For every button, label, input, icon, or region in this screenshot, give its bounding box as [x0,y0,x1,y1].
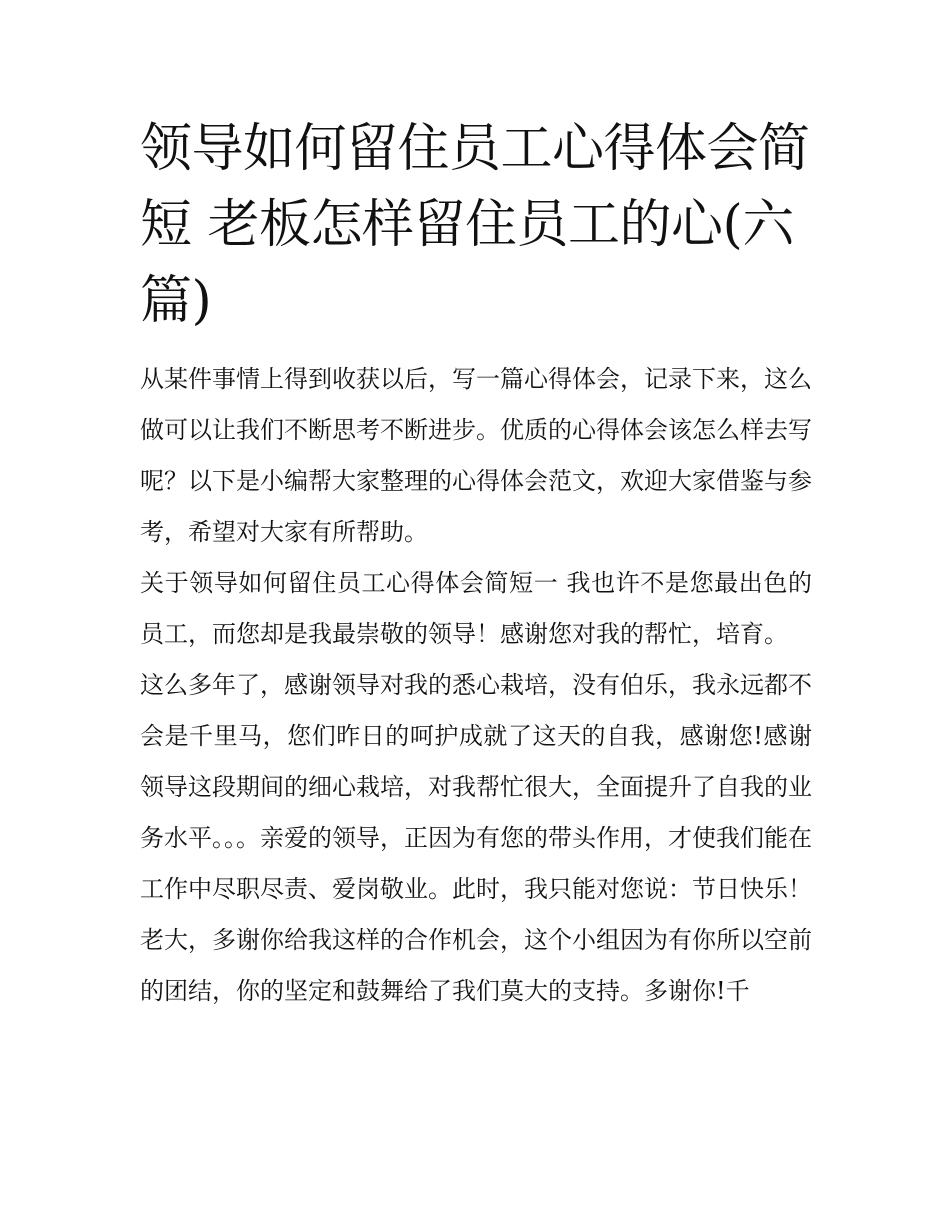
paragraph-2: 这么多年了，感谢领导对我的悉心栽培，没有伯乐，我永远都不会是千里马，您们昨日的呵护成就了这天的自我，感谢您!感谢领导这段期间的细心栽培，对我帮忙很大，全面提升了自我的业务水平。。。亲爱的领导，正因为有您的带头作用，才使我们能在工作中尽职尽责、爱岗敬业。此时，我只能对您说：节日快乐！ [140,671,812,903]
document-title: 领导如何留住员工心得体会简短 老板怎样留住员工的心(六篇) [140,119,810,331]
paragraph-intro: 从某件事情上得到收获以后，写一篇心得体会，记录下来，这么做可以让我们不断思考不断进步。优质的心得体会该怎么样去写呢？以下是小编帮大家整理的心得体会范文，欢迎大家借鉴与参考，希望对大家有所帮助。 [140,365,812,546]
document-body [140,354,812,1017]
paragraph-1: 关于领导如何留住员工心得体会简短一 我也许不是您最出色的员工，而您却是我最崇敬的领导！感谢您对我的帮忙，培育。 [140,569,812,648]
paragraph-3: 老大，多谢你给我这样的合作机会，这个小组因为有你所以空前的团结，你的坚定和鼓舞给了我们莫大的支持。多谢你!千 [140,926,812,1005]
